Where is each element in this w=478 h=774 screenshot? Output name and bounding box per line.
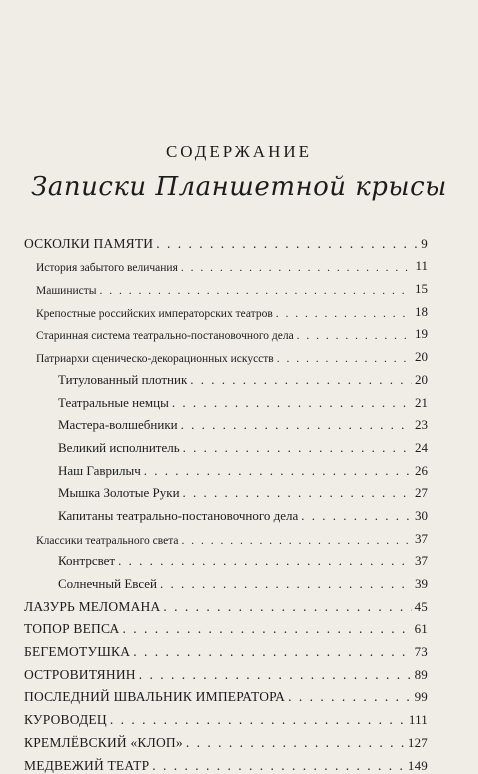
toc-entry[interactable] [24, 547, 428, 570]
toc-entry-page: 39 [415, 576, 428, 591]
toc-entry[interactable] [24, 524, 428, 547]
toc-entry-page: 19 [415, 326, 428, 342]
toc-entry[interactable] [24, 660, 428, 683]
dot-leader [172, 395, 412, 411]
toc-entry-page: 11 [415, 258, 428, 274]
toc-entry-page: 24 [415, 439, 428, 455]
dot-leader [186, 735, 405, 751]
dot-leader [122, 621, 411, 637]
toc-entry-title: БЕГЕМОТУШКА [24, 644, 131, 660]
toc-entry-page: 37 [415, 530, 428, 546]
dot-leader [183, 440, 412, 456]
toc-entry-title: Крепостные российских императорских театров [36, 307, 273, 320]
toc-entry-page: 149 [407, 757, 428, 773]
dot-leader [181, 417, 412, 433]
toc-entry-title: Титулованный плотник [58, 371, 188, 387]
toc-entry-page: 15 [415, 281, 428, 297]
toc-entry-page: 23 [415, 417, 428, 433]
dot-leader [163, 599, 411, 615]
dot-leader [301, 508, 412, 524]
toc-entry-title: ТОПОР ВЕПСА [24, 621, 120, 637]
toc-entry-title: ОСКОЛКИ ПАМЯТИ [24, 235, 154, 251]
toc-entry[interactable] [24, 274, 428, 297]
toc-entry[interactable] [24, 433, 428, 456]
dot-leader [190, 372, 412, 388]
toc-entry-page: 73 [414, 644, 428, 660]
dot-leader [277, 353, 412, 365]
dot-leader [297, 330, 412, 342]
toc-entry[interactable] [24, 411, 428, 434]
toc-entry-page: 20 [415, 371, 428, 387]
toc-entry[interactable] [24, 615, 428, 638]
toc-entry-page: 61 [414, 621, 428, 637]
toc-entry-title: ПОСЛЕДНИЙ ШВАЛЬНИК ИМПЕРАТОРА [24, 689, 286, 705]
toc-entry-title: Мышка Золотые Руки [58, 485, 180, 501]
dot-leader [100, 285, 412, 297]
toc-entry-title: МЕДВЕЖИЙ ТЕАТР [24, 757, 150, 773]
toc-entry-page: 37 [415, 553, 428, 569]
dot-leader [181, 535, 412, 547]
toc-entry-title: Контрсвет [58, 553, 116, 569]
dot-leader [152, 758, 405, 774]
toc-entry[interactable] [24, 751, 428, 774]
dot-leader [288, 689, 411, 705]
dot-leader [183, 485, 412, 501]
toc-entry-title: КРЕМЛЁВСКИЙ «КЛОП» [24, 734, 183, 750]
dot-leader [110, 712, 406, 728]
toc-entry-title: Наш Гаврилыч [58, 462, 141, 478]
contents-subtitle: Записки Планшетной крысы [31, 172, 447, 202]
toc-entry-page: 111 [408, 712, 428, 728]
toc-entry-title: История забытого величания [36, 262, 178, 275]
toc-entry-page: 27 [415, 485, 428, 501]
toc-entry[interactable] [24, 479, 428, 502]
toc-entry-page: 20 [415, 349, 428, 365]
dot-leader [160, 576, 412, 592]
toc-entry-title: Старинная система театрально-постановочного дела [36, 330, 294, 343]
toc-entry-page: 30 [415, 507, 428, 523]
table-of-contents [24, 229, 428, 774]
dot-leader [118, 553, 412, 569]
toc-entry[interactable] [24, 728, 428, 751]
toc-entry-title: Патриархи сценическо-декорационных искусств [36, 353, 274, 366]
toc-entry-page: 21 [415, 394, 428, 410]
dot-leader [181, 262, 413, 274]
toc-entry-title: ОСТРОВИТЯНИН [24, 666, 136, 682]
toc-entry[interactable] [24, 252, 428, 275]
toc-entry[interactable] [24, 637, 428, 660]
toc-entry[interactable] [24, 297, 428, 320]
dot-leader [156, 236, 418, 252]
contents-heading: СОДЕРЖАНИЕ [165, 142, 313, 161]
toc-entry-title: Машинисты [36, 285, 97, 298]
dot-leader [139, 667, 412, 683]
toc-entry[interactable] [24, 388, 428, 411]
toc-entry-title: Мастера-волшебники [58, 417, 178, 433]
toc-entry[interactable] [24, 456, 428, 479]
toc-entry[interactable] [24, 229, 428, 252]
toc-entry[interactable] [24, 569, 428, 592]
toc-entry[interactable] [24, 342, 428, 365]
dot-leader [144, 463, 412, 479]
toc-entry-title: Капитаны театрально-постановочного дела [58, 507, 299, 523]
toc-entry-title: Великий исполнитель [58, 439, 180, 455]
toc-entry-page: 127 [407, 734, 428, 750]
toc-entry-title: Театральные немцы [58, 394, 169, 410]
toc-entry[interactable] [24, 501, 428, 524]
toc-entry[interactable] [24, 320, 428, 343]
dot-leader [133, 644, 411, 660]
toc-entry-page: 89 [414, 666, 428, 682]
toc-entry-title: ЛАЗУРЬ МЕЛОМАНА [24, 598, 161, 614]
toc-entry-title: КУРОВОДЕЦ [24, 712, 107, 728]
toc-entry-page: 26 [415, 462, 428, 478]
toc-entry-title: Классики театрального света [36, 534, 179, 547]
toc-entry-title: Солнечный Евсей [58, 576, 157, 591]
toc-entry[interactable] [24, 365, 428, 388]
toc-entry[interactable] [24, 592, 428, 615]
toc-entry-page: 45 [414, 598, 428, 614]
dot-leader [276, 308, 412, 320]
toc-entry[interactable] [24, 683, 428, 706]
toc-entry-page: 18 [415, 303, 428, 319]
toc-entry-page: 99 [414, 689, 428, 705]
toc-entry[interactable] [24, 705, 428, 728]
toc-entry-page: 9 [421, 235, 428, 251]
